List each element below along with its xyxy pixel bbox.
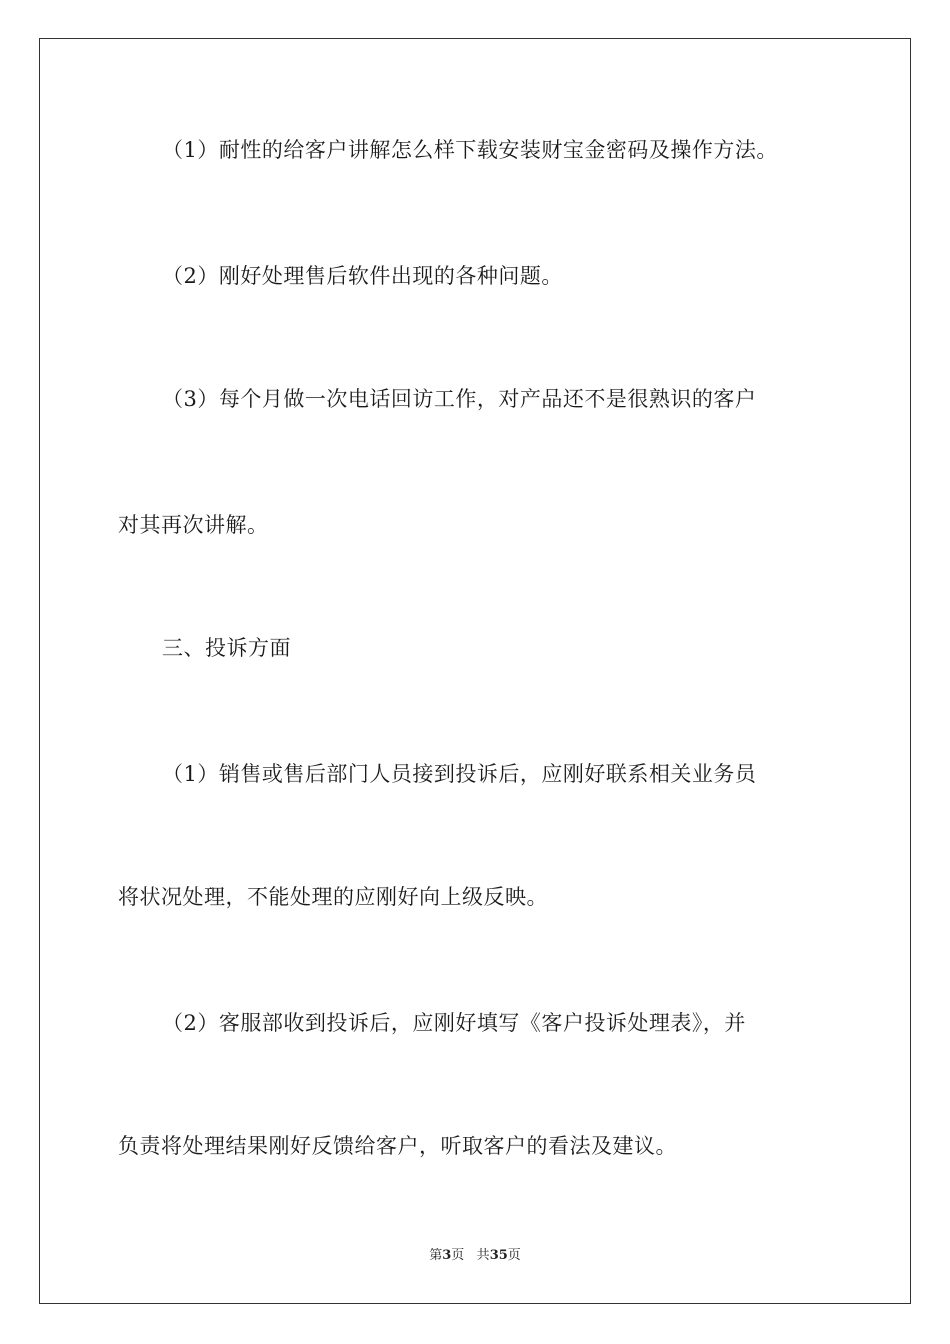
- section-heading: 三、投诉方面: [162, 636, 291, 660]
- page-suffix: 页: [451, 1248, 465, 1263]
- paragraph-line: （1）耐性的给客户讲解怎么样下载安装财宝金密码及操作方法。: [162, 138, 778, 162]
- paragraph-line: （3）每个月做一次电话回访工作，对产品还不是很熟识的客户: [162, 387, 757, 411]
- page-footer: [0, 1247, 950, 1265]
- paragraph-line: （1）销售或售后部门人员接到投诉后，应刚好联系相关业务员: [162, 762, 757, 786]
- total-pages: 35: [489, 1248, 508, 1263]
- paragraph-line: 对其再次讲解。: [118, 513, 269, 537]
- paragraph-line: 负责将处理结果刚好反馈给客户，听取客户的看法及建议。: [118, 1134, 677, 1158]
- paragraph-line: （2）客服部收到投诉后，应刚好填写《客户投诉处理表》，并: [162, 1011, 746, 1035]
- total-suffix: 页: [507, 1248, 521, 1263]
- paragraph-line: （2）刚好处理售后软件出现的各种问题。: [162, 264, 563, 288]
- page-border: [39, 38, 911, 1304]
- page-number: 3: [442, 1248, 452, 1263]
- total-prefix: 共: [476, 1248, 490, 1263]
- page-prefix: 第: [429, 1248, 443, 1263]
- paragraph-line: 将状况处理，不能处理的应刚好向上级反映。: [118, 885, 548, 909]
